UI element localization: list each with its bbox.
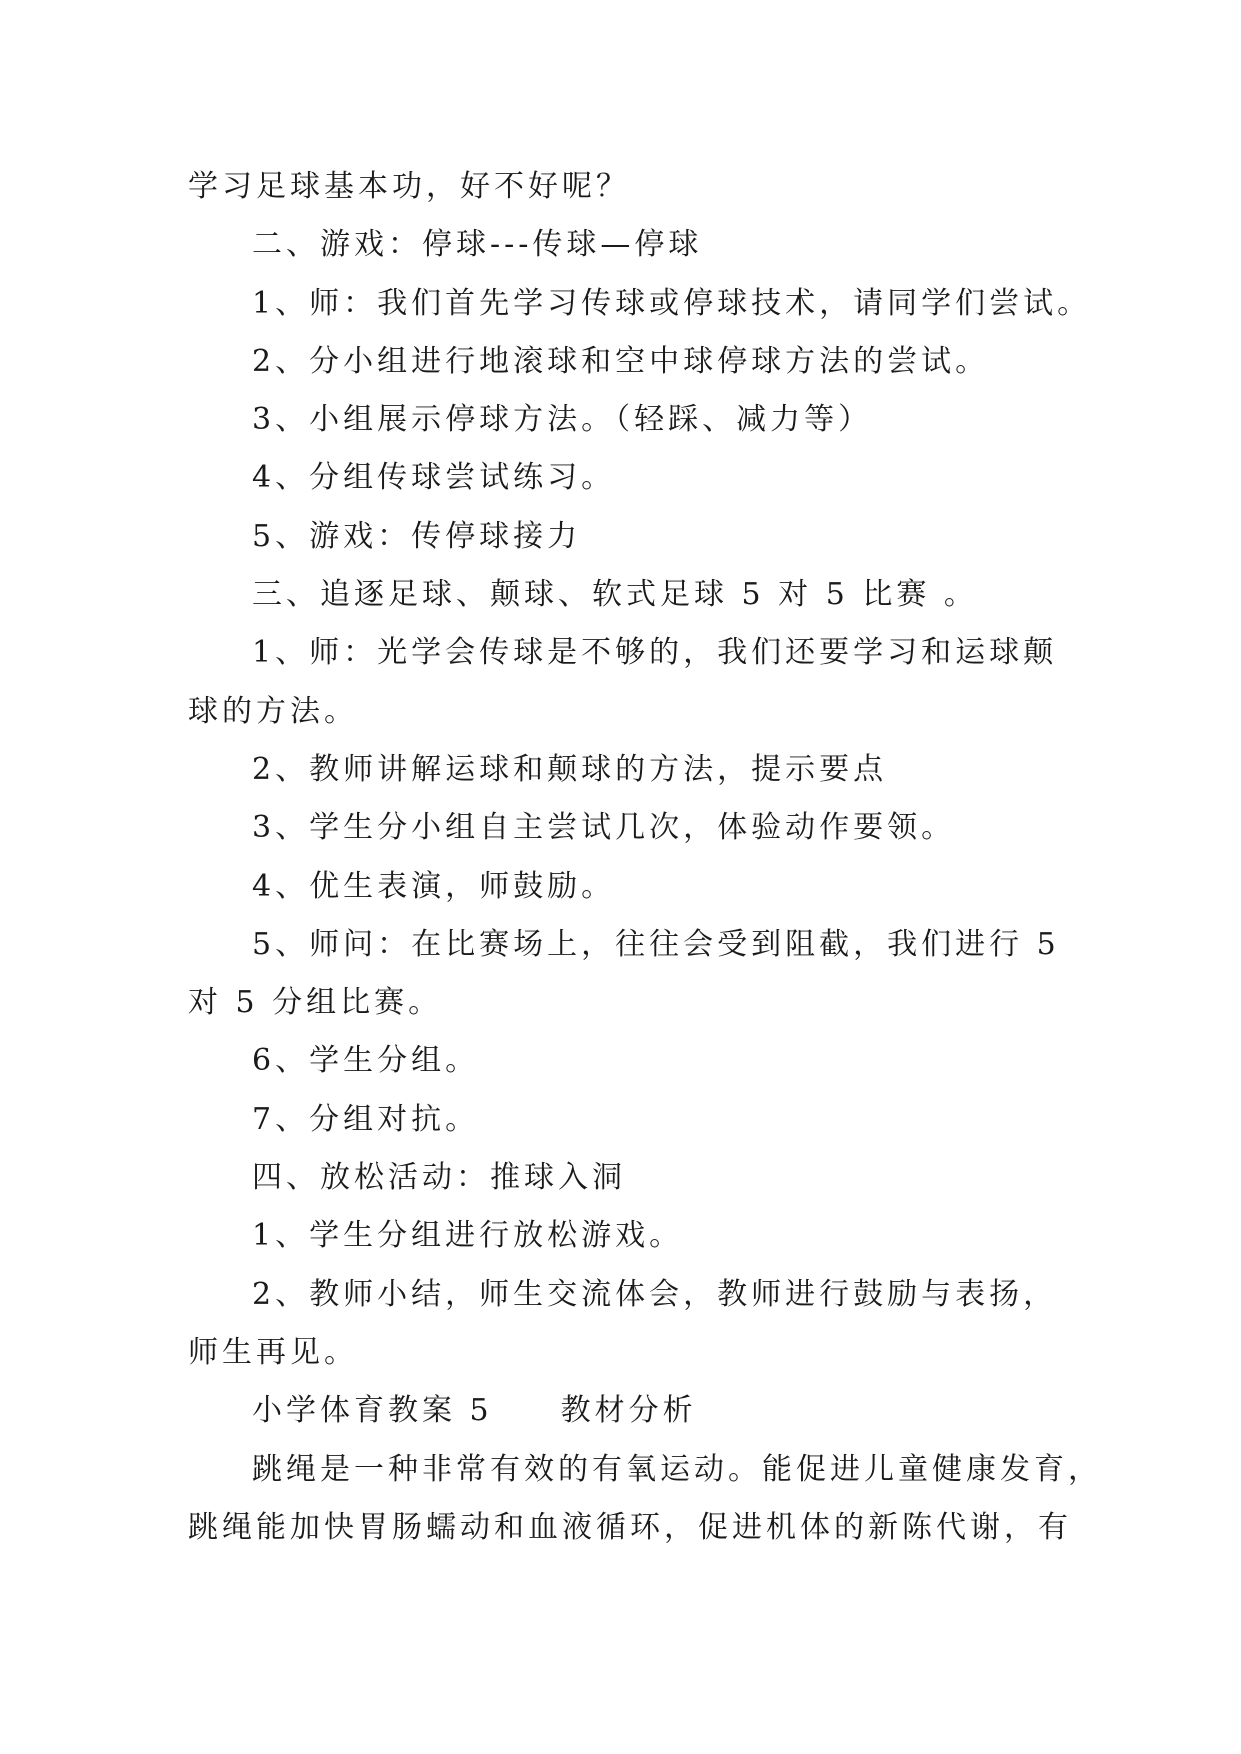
line-23: 跳绳是一种非常有效的有氧运动。能促进儿童健康发育， <box>252 1451 1102 1487</box>
line-14: 5、师问：在比赛场上，往往会受到阻截，我们进行 5 <box>252 926 1060 962</box>
line-16: 6、学生分组。 <box>252 1043 480 1079</box>
line-11: 2、教师讲解运球和颠球的方法，提示要点 <box>252 751 888 787</box>
line-24: 跳绳能加快胃肠蠕动和血液循环，促进机体的新陈代谢，有 <box>188 1509 1072 1545</box>
line-19: 1、学生分组进行放松游戏。 <box>252 1218 684 1254</box>
line-4: 2、分小组进行地滚球和空中球停球方法的尝试。 <box>252 343 990 379</box>
lesson-plan-heading: 小学体育教案 5 教材分析 <box>252 1393 697 1429</box>
line-20: 2、教师小结，师生交流体会，教师进行鼓励与表扬， <box>252 1276 1058 1312</box>
line-10: 球的方法。 <box>188 693 358 729</box>
line-17: 7、分组对抗。 <box>252 1101 480 1137</box>
document-body <box>188 158 1102 1557</box>
line-15: 对 5 分组比赛。 <box>188 985 443 1021</box>
line-3: 1、师：我们首先学习传球或停球技术，请同学们尝试。 <box>252 285 1092 321</box>
section-heading-game: 二、游戏：停球---传球—停球 <box>252 227 703 263</box>
section-heading-match: 三、追逐足球、颠球、软式足球 5 对 5 比赛 。 <box>252 577 978 613</box>
section-heading-relax: 四、放松活动：推球入洞 <box>252 1160 626 1196</box>
line-1: 学习足球基本功，好不好呢？ <box>188 169 630 204</box>
line-13: 4、优生表演，师鼓励。 <box>252 868 616 904</box>
line-12: 3、学生分小组自主尝试几次，体验动作要领。 <box>252 810 956 846</box>
line-6: 4、分组传球尝试练习。 <box>252 460 616 496</box>
line-5: 3、小组展示停球方法。（轻踩、减力等） <box>252 402 873 438</box>
line-7: 5、游戏：传停球接力 <box>252 518 582 554</box>
line-21: 师生再见。 <box>188 1334 358 1370</box>
line-9: 1、师：光学会传球是不够的，我们还要学习和运球颠 <box>252 635 1058 671</box>
